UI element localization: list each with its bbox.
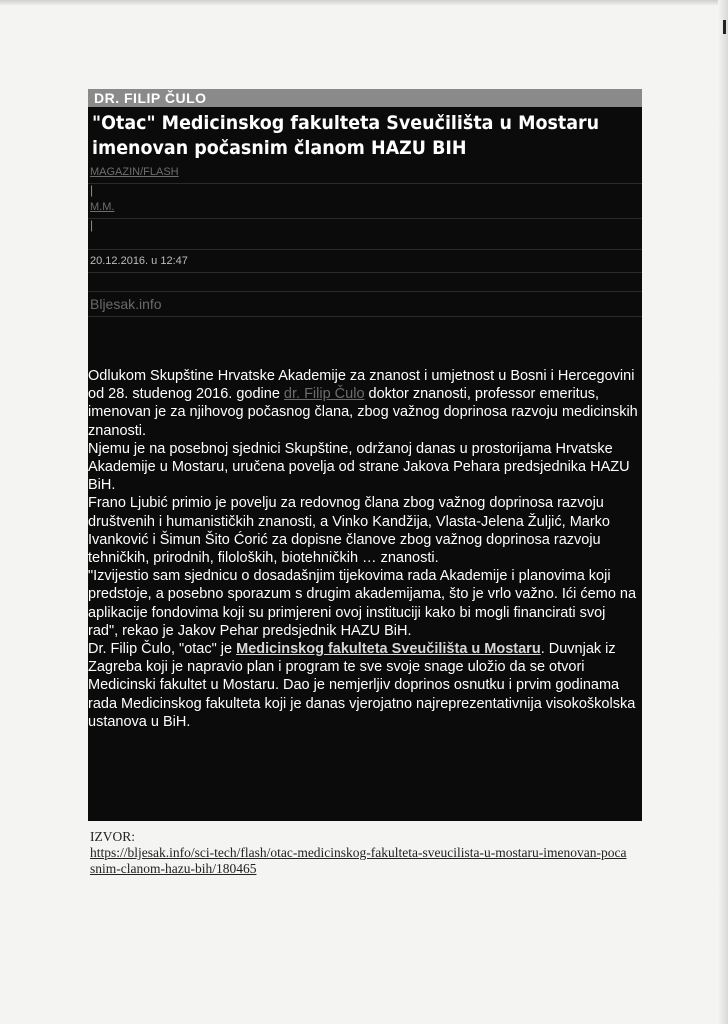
paragraph-3: Frano Ljubić primio je povelju za redovnog člana zbog važnog doprinosa razvoju društvenih i humanističkih znanosti, a Vinko Kandžija, Vlasta-Jelena Žuljić, Marko Ivanković i Šimun Šito Ćorić za dopisne članove zbog važnog doprinosa razvoju tehničkih, prirodnih, filoloških, biotehničkih … znanosti.	[88, 495, 610, 567]
faculty-link[interactable]: Medicinskog fakulteta Sveučilišta u Mostaru	[236, 641, 541, 658]
author-tag: DR. FILIP ČULO	[88, 89, 642, 107]
paragraph-1-text: Odlukom Skupštine Hrvatske Akademije za znanost i umjetnost u Bosni i Hercegovini od 28. studenog 2016. godine	[88, 368, 635, 403]
paragraph-1	[88, 367, 638, 440]
page-shadow-top	[0, 0, 728, 6]
publish-date: 20.12.2016. u 12:47	[88, 250, 642, 273]
meta-separator: |	[90, 218, 94, 232]
meta-divider	[88, 231, 642, 250]
article-headline: "Otac" Medicinskog fakulteta Sveučilišta u Mostaru imenovan počasnim članom HAZU BIH	[92, 112, 600, 159]
source-label: IZVOR:	[90, 829, 135, 844]
page-shadow-right	[718, 0, 728, 1024]
meta-divider	[88, 273, 642, 292]
source-block	[90, 829, 630, 877]
person-link[interactable]: dr. Filip Čulo	[283, 386, 365, 403]
category-link[interactable]: MAGAZIN/FLASH	[88, 161, 642, 184]
paragraph-5-text-end: . Duvnjak iz Zagreba koji je napravio plan i program te sve svoje snage uložio da se otvori Medicinski fakultet u Mostaru. Dao je nemjerljiv doprinos osnutku i prvim godinama rada Medicinskog fakulteta koji je danas vjerojatno najreprezentativnija visokoškolska ustanova u BiH.	[88, 641, 636, 730]
paragraph-2: Njemu je na posebnoj sjednici Skupštine, održanoj danas u prostorijama Hrvatske Akademije u Mostaru, uručena povelja od strane Jakova Pehara predsjednika HAZU BiH.	[88, 440, 630, 494]
source-url-link[interactable]: https://bljesak.info/sci-tech/flash/otac-medicinskog-fakulteta-sveucilista-u-mostaru-imenovan-pocasnim-clanom-hazu-bih/180465	[90, 845, 627, 876]
paragraph-1-text-end: doktor znanosti, professor emeritus, imenovan je za njihovog počasnog člana, zbog važnog doprinosa razvoju medicinskih znanosti.	[88, 386, 638, 439]
paragraph-5-text: Dr. Filip Čulo, "otac" je	[88, 641, 237, 658]
site-name: Bljesak.info	[88, 292, 642, 317]
article-clipping	[88, 89, 642, 821]
page-edge-mark	[723, 20, 726, 34]
paragraph-4: "Izvijestio sam sjednicu o dosadašnjim tijekovima rada Akademije i planovima koji predstoje, a posebno sporazum s drugim akademijama, što je vrlo važno. Ići ćemo na aplikacije fondovima koji su primjereni ovoj instituciji kako bi mogli financirati svoj rad", rekao je Jakov Pehar predsjednik HAZU BiH.	[88, 568, 637, 639]
author-initials: M.M.	[88, 196, 642, 219]
meta-separator: |	[90, 183, 94, 197]
article-body	[88, 367, 638, 731]
paragraph-5	[88, 640, 638, 731]
